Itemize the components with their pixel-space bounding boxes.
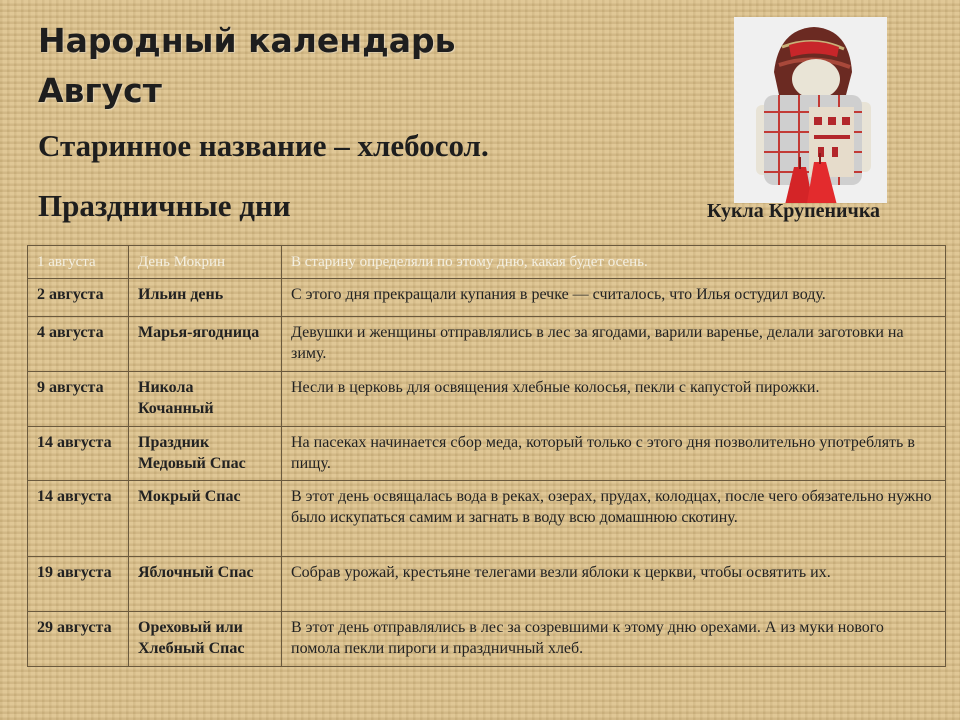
title-line-2: Август <box>38 71 162 110</box>
table-row <box>28 557 946 612</box>
date-cell: 4 августа <box>28 317 129 372</box>
table-row <box>28 317 946 372</box>
date-cell: 9 августа <box>28 372 129 427</box>
description-cell: В этот день освящалась вода в реках, озерах, прудах, колодцах, после чего обязательно нужно было искупаться самим и загнать в воду всю домашнюю скотину. <box>282 481 946 557</box>
description-cell: На пасеках начинается сбор меда, который только с этого дня позволительно употреблять в пищу. <box>282 427 946 481</box>
holiday-name-cell: Праздник Медовый Спас <box>129 427 282 481</box>
description-cell: С этого дня прекращали купания в речке — считалось, что Илья остудил воду. <box>282 279 946 317</box>
date-cell: 14 августа <box>28 481 129 557</box>
date-cell: 14 августа <box>28 427 129 481</box>
description-cell: Собрав урожай, крестьяне телегами везли яблоки к церкви, чтобы освятить их. <box>282 557 946 612</box>
table-row <box>28 612 946 667</box>
doll-illustration <box>734 17 887 203</box>
holiday-name-cell: Никола Кочанный <box>129 372 282 427</box>
holiday-name-cell: Ильин день <box>129 279 282 317</box>
holiday-name-cell: День Мокрин <box>129 246 282 279</box>
table-row <box>28 372 946 427</box>
holiday-name-cell: Ореховый или Хлебный Спас <box>129 612 282 667</box>
holiday-table <box>27 245 946 667</box>
holiday-name-cell: Яблочный Спас <box>129 557 282 612</box>
table-row <box>28 279 946 317</box>
page-title <box>38 16 456 116</box>
holiday-name-cell: Марья-ягодница <box>129 317 282 372</box>
description-cell: Девушки и женщины отправлялись в лес за ягодами, варили варенье, делали заготовки на зиму. <box>282 317 946 372</box>
doll-caption: Кукла Крупеничка <box>707 200 881 222</box>
title-line-1: Народный календарь <box>38 21 456 60</box>
date-cell: 2 августа <box>28 279 129 317</box>
date-cell: 1 августа <box>28 246 129 279</box>
table-row <box>28 427 946 481</box>
description-cell: В этот день отправлялись в лес за созревшими к этому дню орехами. А из муки нового помола пекли пироги и праздничный хлеб. <box>282 612 946 667</box>
table-row <box>28 481 946 557</box>
description-cell: Несли в церковь для освящения хлебные колосья, пекли с капустой пирожки. <box>282 372 946 427</box>
date-cell: 29 августа <box>28 612 129 667</box>
doll-image <box>734 17 887 203</box>
description-cell: В старину определяли по этому дню, какая будет осень. <box>282 246 946 279</box>
table-row <box>28 246 946 279</box>
date-cell: 19 августа <box>28 557 129 612</box>
holidays-heading: Праздничные дни <box>38 188 291 223</box>
old-name-subtitle: Старинное название – хлебосол. <box>38 128 489 163</box>
holiday-name-cell: Мокрый Спас <box>129 481 282 557</box>
